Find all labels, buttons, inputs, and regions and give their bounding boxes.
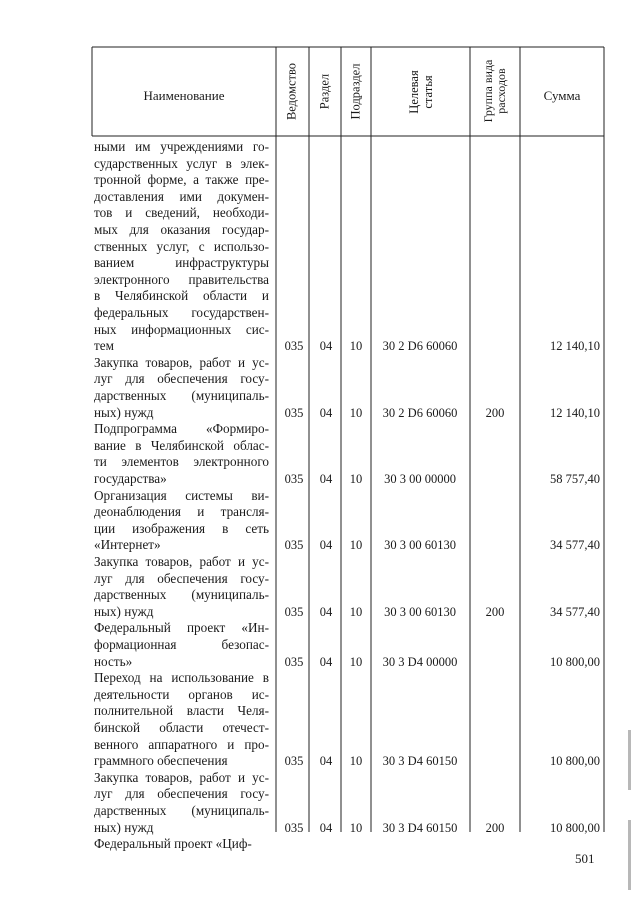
row-name-line: ственных услуг, с использо- [94, 238, 269, 254]
header-subsection: Подраздел [348, 63, 363, 120]
row-name-line: ных) нужд [94, 819, 154, 835]
row-article: 30 3 00 00000 [384, 472, 456, 486]
row-section: 04 [319, 472, 333, 486]
row-name-line: Закупка товаров, работ и ус- [94, 769, 269, 785]
page-number: 501 [575, 851, 595, 866]
row-name-line: ными им учреждениями го- [94, 139, 269, 154]
row-sum: 34 577,40 [550, 604, 600, 619]
header-group [482, 51, 508, 131]
row-name-line: ных) нужд [94, 404, 154, 420]
row-name [94, 355, 269, 421]
header-article-line1: Целевая [407, 70, 421, 114]
row-section: 04 [319, 604, 333, 619]
row-name-line: ных) нужд [94, 603, 154, 619]
row-name-line: бинской области отечест- [94, 719, 269, 735]
row-subsection: 10 [349, 820, 363, 835]
row-name-line: луг для обеспечения госу- [94, 371, 269, 387]
row-name-line: сударственных услуг в элек- [94, 155, 269, 171]
row-name-line: Закупка товаров, работ и ус- [94, 354, 269, 370]
row-article: 30 2 D6 60060 [382, 405, 458, 420]
row-dept: 035 [284, 654, 304, 669]
row-article: 30 3 D4 60150 [382, 820, 458, 835]
row-subsection: 10 [349, 339, 363, 354]
row-name-line: «Интернет» [94, 537, 161, 553]
row-sum: 10 800,00 [550, 820, 600, 835]
row-sum: 34 577,40 [550, 538, 600, 553]
row-name-line: формационная безопас- [94, 636, 269, 652]
row-name [94, 836, 269, 853]
row-name-line: государства» [94, 470, 167, 486]
row-name-line: тронной форме, а также пре- [94, 172, 269, 188]
row-group: 200 [485, 604, 505, 619]
row-name [94, 421, 269, 487]
row-name-line: деонаблюдения и трансля- [94, 504, 269, 520]
header-name: Наименование [143, 88, 225, 103]
header-dept: Ведомство [284, 62, 299, 121]
row-name [94, 770, 269, 836]
scan-edge-mark [628, 820, 631, 890]
row-dept: 035 [284, 339, 304, 354]
row-dept: 035 [284, 472, 304, 486]
row-name [94, 670, 269, 770]
row-dept: 035 [284, 538, 304, 553]
row-dept: 035 [284, 604, 304, 619]
row-sum: 58 757,40 [550, 472, 600, 486]
row-name-line: полнительной власти Челя- [94, 703, 269, 719]
row-name-line: доставления ими докумен- [94, 188, 269, 204]
row-name-line: Федеральный проект «Ин- [94, 620, 269, 636]
row-name-line: венного аппаратного и про- [94, 736, 269, 752]
row-subsection: 10 [349, 754, 363, 769]
row-dept: 035 [284, 754, 304, 769]
row-name-line: дарственных (муниципаль- [94, 387, 269, 403]
row-name-line: ванием инфраструктуры [94, 255, 269, 271]
row-name-line: Закупка товаров, работ и ус- [94, 554, 269, 569]
row-subsection: 10 [349, 604, 363, 619]
row-article: 30 3 D4 00000 [382, 654, 458, 669]
row-subsection: 10 [349, 472, 363, 486]
row-name-line: граммного обеспечения [94, 753, 228, 769]
row-subsection: 10 [349, 405, 363, 420]
row-name-line: Федеральный проект «Циф- [94, 836, 252, 852]
row-sum: 10 800,00 [550, 754, 600, 769]
row-name-line: ных информационных сис- [94, 321, 269, 337]
row-name-line: тем [94, 338, 114, 354]
row-sum: 12 140,10 [550, 405, 600, 420]
row-subsection: 10 [349, 538, 363, 553]
row-name-line: тов и сведений, необходи- [94, 205, 269, 221]
row-name-line: ность» [94, 653, 133, 669]
row-name-line: луг для обеспечения госу- [94, 570, 269, 586]
row-article: 30 3 00 60130 [384, 604, 456, 619]
row-name-line: Организация системы ви- [94, 487, 269, 503]
row-article: 30 3 00 60130 [384, 538, 456, 553]
scan-edge-mark [628, 730, 631, 790]
row-sum: 12 140,10 [550, 339, 600, 354]
row-name-line: луг для обеспечения госу- [94, 786, 269, 802]
row-name-line: ции изображения в сеть [94, 520, 269, 536]
row-dept: 035 [284, 405, 304, 420]
row-name-line: мых для оказания государ- [94, 221, 269, 237]
row-name-line: дарственных (муниципаль- [94, 587, 269, 603]
row-section: 04 [319, 754, 333, 769]
row-section: 04 [319, 654, 333, 669]
header-article [407, 52, 435, 132]
row-name-line: ти элементов электронного [94, 454, 269, 470]
row-group: 200 [485, 820, 505, 835]
row-name-line: дарственных (муниципаль- [94, 802, 269, 818]
row-name-line: вание в Челябинской облас- [94, 437, 269, 453]
row-article: 30 2 D6 60060 [382, 339, 458, 354]
header-article-line2: статья [421, 75, 435, 109]
row-name [94, 554, 269, 620]
row-name-line: Подпрограмма «Формиро- [94, 421, 269, 437]
row-section: 04 [319, 538, 333, 553]
row-name [94, 139, 269, 355]
row-section: 04 [319, 405, 333, 420]
row-name-line: в Челябинской области и [94, 288, 269, 304]
row-name-line: электронного правительства [94, 271, 269, 287]
row-group: 200 [485, 405, 505, 420]
row-article: 30 3 D4 60150 [382, 754, 458, 769]
row-subsection: 10 [349, 654, 363, 669]
row-section: 04 [319, 339, 333, 354]
row-name-line: деятельности органов ис- [94, 686, 269, 702]
row-name [94, 620, 269, 670]
header-group-line1: Группа вида [481, 59, 495, 123]
row-name-line: Переход на использование в [94, 670, 269, 686]
row-section: 04 [319, 820, 333, 835]
row-name-line: федеральных государствен- [94, 304, 269, 320]
row-sum: 10 800,00 [550, 654, 600, 669]
header-section: Раздел [317, 73, 332, 110]
row-dept: 035 [284, 820, 304, 835]
header-sum: Сумма [543, 88, 581, 103]
row-name [94, 488, 269, 554]
header-group-line2: расходов [494, 68, 508, 114]
